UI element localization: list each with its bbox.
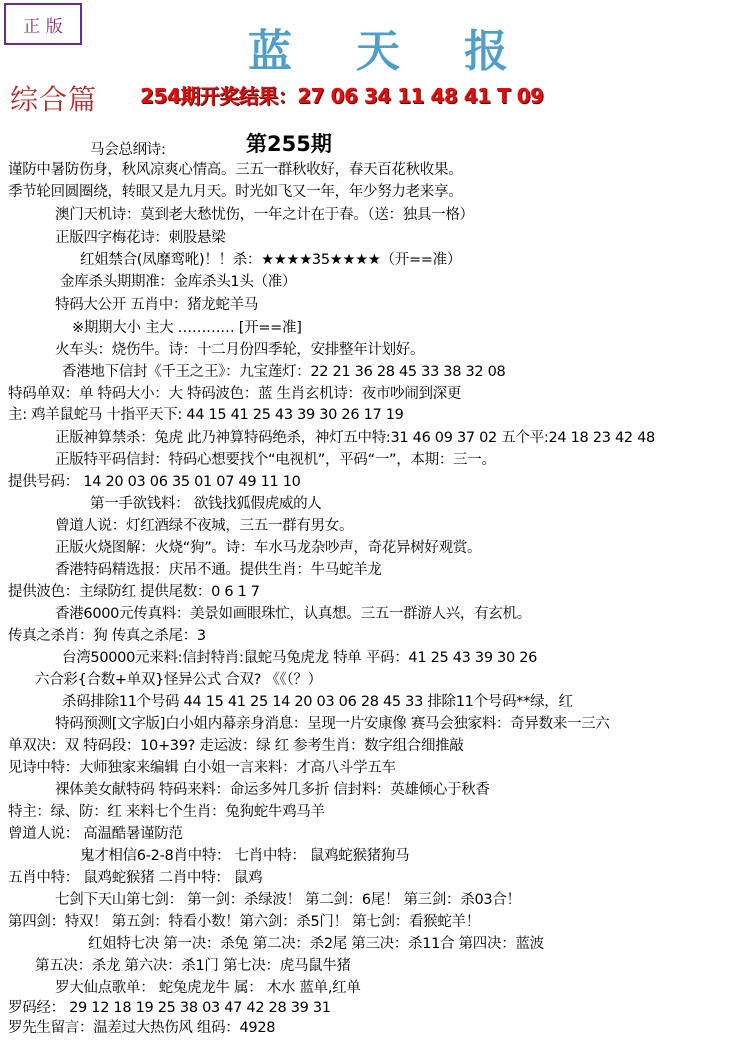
text-line: 提供波色：主绿防红 提供尾数：0 6 1 7 bbox=[8, 584, 260, 600]
previous-result-line: 254期开奖结果：27 06 34 11 48 41 T 09 bbox=[140, 84, 544, 108]
text-line: 谨防中暑防伤身，秋风凉爽心情高。三五一群秋收好，春天百花秋收果。 bbox=[8, 162, 463, 178]
text-line: 特主：绿、防：红 来料七个生肖：兔狗蛇牛鸡马羊 bbox=[8, 804, 325, 820]
text-line: 香港地下信封《千王之王》：九宝莲灯：22 21 36 28 45 33 38 32 08 bbox=[62, 364, 506, 380]
text-line: 马会总纲诗: bbox=[90, 142, 166, 158]
masthead-char-3: 报 bbox=[464, 26, 508, 77]
text-line: 火车头：烧伤牛。诗：十二月份四季轮，安排整年计划好。 bbox=[55, 342, 425, 358]
text-line: 曾道人说：灯红酒绿不夜城，三五一群有男女。 bbox=[55, 518, 354, 534]
text-line: 金库杀头期期准：金库杀头1头（准） bbox=[60, 274, 297, 290]
text-line: 香港特码精选报：庆吊不通。提供生肖：牛马蛇羊龙 bbox=[55, 562, 382, 578]
text-line: 七剑下天山第七剑： 第一剑：杀绿波！ 第二剑：6尾！ 第三剑：杀03合！ bbox=[55, 892, 521, 908]
text-line: 五肖中特： 鼠鸡蛇猴猪 二肖中特： 鼠鸡 bbox=[8, 870, 263, 886]
text-line: 正版火烧图解：火烧“狗”。诗：车水马龙杂吵声，奇花异树好观赏。 bbox=[55, 540, 482, 556]
text-line: 香港6000元传真料：美景如画眼珠忙，认真想。三五一群游人兴，有玄机。 bbox=[55, 606, 531, 622]
genuine-edition-badge bbox=[4, 3, 82, 45]
text-line: 六合彩{合数+单双}怪异公式 合双? 《《（？） bbox=[35, 672, 322, 688]
text-line: 第一手欲钱料： 欲钱找狐假虎威的人 bbox=[90, 496, 322, 512]
badge-text: 正 版 bbox=[23, 16, 63, 37]
issue-number: 第255期 bbox=[246, 132, 332, 156]
text-line: 季节轮回圆圈绕，转眼又是九月天。时光如飞又一年，年少努力老来享。 bbox=[8, 184, 463, 200]
text-line: ※期期大小 主大 ………… [开==准] bbox=[72, 320, 302, 336]
text-line: 特码预测[文字版]白小姐内幕亲身消息：呈现一片安康像 赛马会独家料：奇异数来一三六 bbox=[55, 716, 610, 732]
text-line: 见诗中特：大师独家来编辑 白小姐一言来料：才高八斗学五车 bbox=[8, 760, 396, 776]
text-line: 曾道人说： 高温酷暑谨防范 bbox=[8, 826, 183, 842]
text-line: 杀码排除11个号码 44 15 41 25 14 20 03 06 28 45 33 排除11个号码**绿，红 bbox=[62, 694, 573, 710]
text-line: 罗大仙点歌单： 蛇兔虎龙牛 属： 木水 蓝单,红单 bbox=[55, 980, 361, 996]
text-line: 澳门天机诗：莫到老大愁忧伤，一年之计在于春。（送：独具一格） bbox=[55, 207, 474, 223]
masthead-char-2: 天 bbox=[356, 26, 400, 77]
text-line: 正版神算禁杀：兔虎 此乃神算特码绝杀，神灯五中特:31 46 09 37 02 五个平:24 18 23 42 48 bbox=[55, 430, 655, 446]
masthead-title bbox=[248, 18, 508, 76]
text-line: 第四剑：特双！ 第五剑：特看小数！第六剑：杀5门！ 第七剑：看猴蛇羊！ bbox=[8, 914, 480, 930]
masthead-char-1: 蓝 bbox=[248, 26, 292, 77]
text-line: 传真之杀肖：狗 传真之杀尾：3 bbox=[8, 628, 206, 644]
text-line: 罗先生留言：温差过大热伤风 组码：4928 bbox=[8, 1020, 276, 1036]
text-line: 台湾50000元来料:信封特肖:鼠蛇马兔虎龙 特单 平码：41 25 43 39 30 26 bbox=[62, 650, 538, 666]
text-line: 主: 鸡羊鼠蛇马 十指平天下: 44 15 41 25 43 39 30 26 17 19 bbox=[8, 407, 404, 423]
text-line: 单双决：双 特码段：10+39? 走运波：绿 红 参考生肖：数字组合细推敲 bbox=[8, 738, 464, 754]
text-line: 第五决：杀龙 第六决：杀1门 第七决：虎马鼠牛猪 bbox=[35, 958, 351, 974]
text-line: 罗码经： 29 12 18 19 25 38 03 47 42 28 39 31 bbox=[8, 1000, 331, 1016]
text-line: 红姐特七决 第一决：杀兔 第二决：杀2尾 第三决：杀11合 第四决：蓝波 bbox=[88, 936, 544, 952]
text-line: 提供号码： 14 20 03 06 35 01 07 49 11 10 bbox=[8, 474, 301, 490]
text-line: 鬼才相信6-2-8肖中特： 七肖中特： 鼠鸡蛇猴猪狗马 bbox=[80, 848, 410, 864]
text-line: 特码大公开 五肖中：猪龙蛇羊马 bbox=[55, 297, 259, 313]
section-title: 综合篇 bbox=[10, 83, 98, 116]
text-line: 正版特平码信封：特码心想要找个“电视机”，平码“一”，本期：三一。 bbox=[55, 452, 496, 468]
text-line: 特码单双：单 特码大小：大 特码波色：蓝 生肖玄机诗：夜市吵闹到深更 bbox=[8, 386, 462, 402]
text-line: 正版四字梅花诗：刺股悬梁 bbox=[55, 230, 226, 246]
text-line: 裸体美女献特码 特码来料：命运多舛几多折 信封料：英雄倾心于秋香 bbox=[55, 782, 490, 798]
text-line: 红姐禁合(凤靡鸾吪)！！杀：★★★★35★★★★（开==准） bbox=[80, 252, 462, 268]
